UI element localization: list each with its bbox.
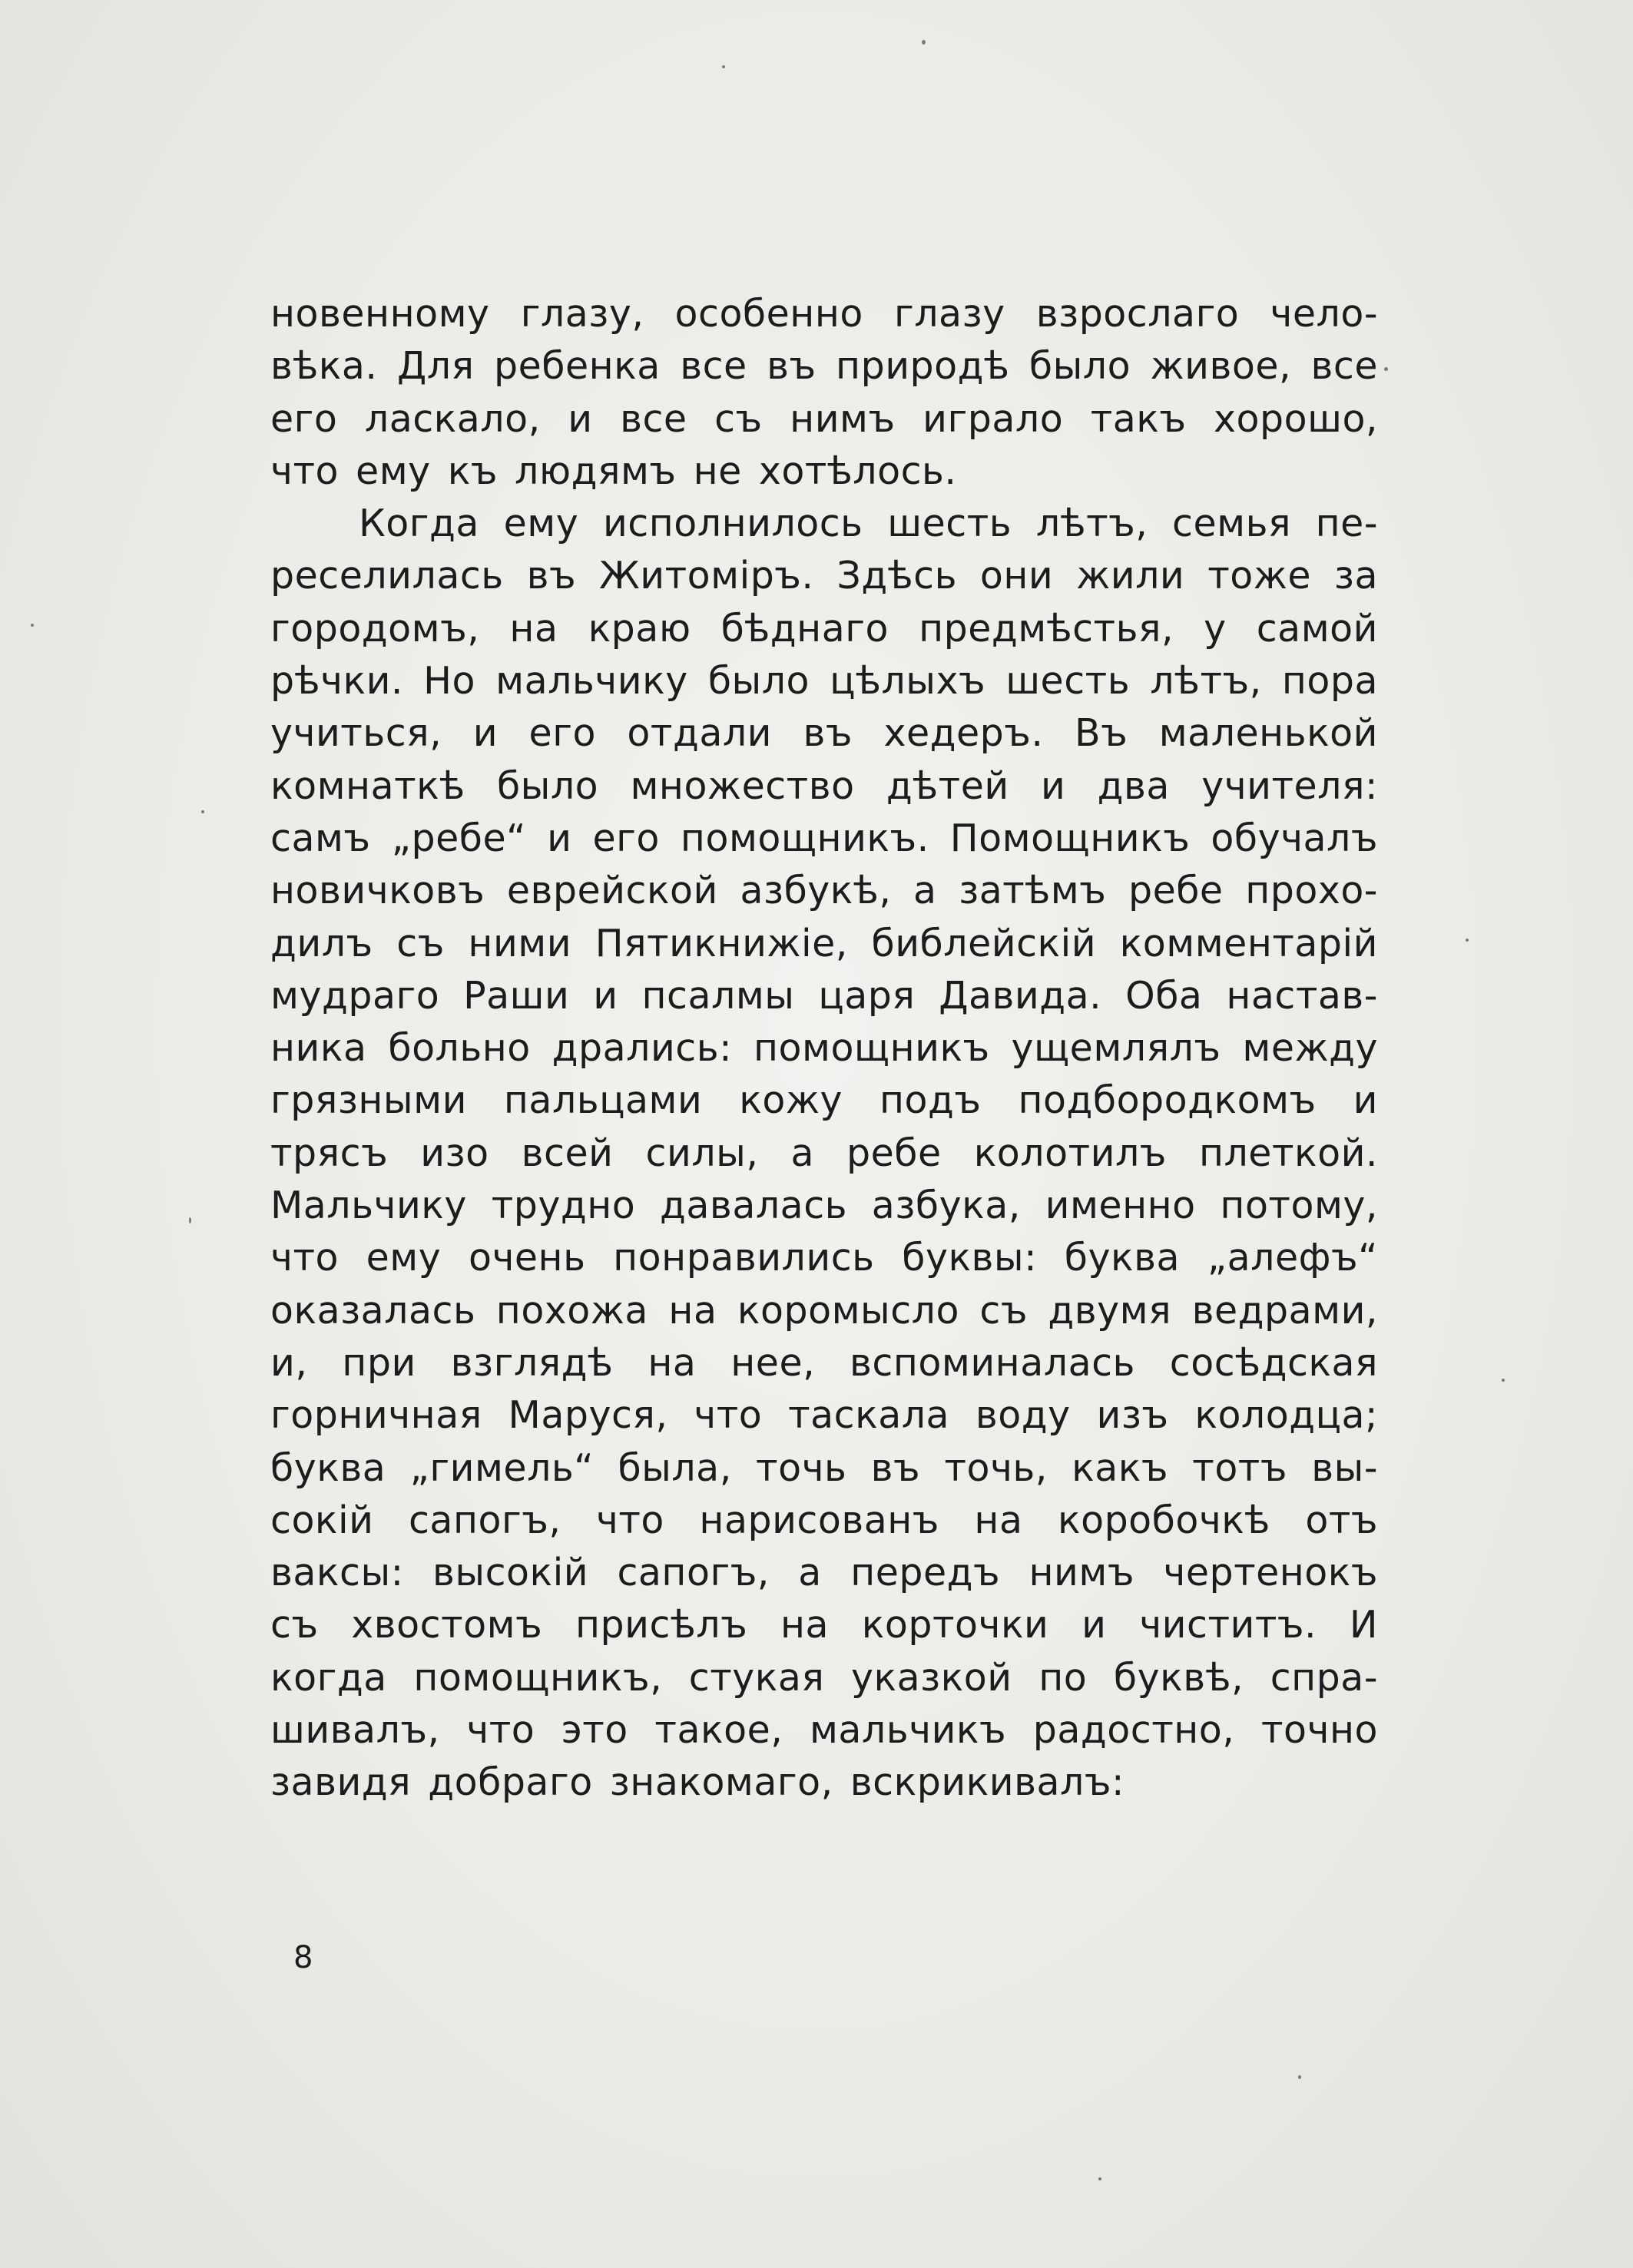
text-line: рѣчки. Но мальчику было цѣлыхъ шесть лѣтъ, пора (270, 659, 1378, 704)
text-line: буква „гимель“ была, точь въ точь, какъ тотъ вы- (270, 1445, 1378, 1490)
text-line: дилъ съ ними Пятикнижіе, библейскій комментарій (270, 921, 1378, 965)
page-number: 8 (293, 1940, 313, 1975)
text-line: его ласкало, и все съ нимъ играло такъ хорошо, (270, 396, 1378, 441)
text-line: и, при взглядѣ на нее, вспоминалась сосѣдская (270, 1340, 1378, 1385)
text-line: оказалась похожа на коромысло съ двумя ведрами, (270, 1288, 1378, 1333)
paper-speck (1466, 939, 1469, 942)
text-line: завидя добраго знакомаго, вскрикивалъ: (270, 1760, 1125, 1805)
paper-speck (189, 1217, 191, 1223)
text-line: ваксы: высокій сапогъ, а передъ нимъ чертенокъ (270, 1551, 1378, 1595)
body-text (270, 288, 1378, 1809)
text-line: вѣка. Для ребенка все въ природѣ было живое, все (270, 344, 1378, 389)
paper-speck (31, 624, 34, 627)
paper-speck (1502, 1379, 1505, 1382)
paper-speck (922, 40, 926, 45)
text-line: новичковъ еврейской азбукѣ, а затѣмъ ребе прохо- (270, 869, 1378, 913)
text-line: мудраго Раши и псалмы царя Давида. Оба настав- (270, 973, 1378, 1018)
text-line: учиться, и его отдали въ хедеръ. Въ маленькой (270, 711, 1378, 756)
text-line: трясъ изо всей силы, а ребе колотилъ плеткой. (270, 1131, 1378, 1175)
text-line: реселилась въ Житоміръ. Здѣсь они жили тоже за (270, 554, 1378, 598)
paper-speck (201, 810, 204, 813)
text-line: что ему къ людямъ не хотѣлось. (270, 449, 957, 493)
text-line: сокій сапогъ, что нарисованъ на коробочкѣ отъ (270, 1498, 1378, 1542)
text-line: комнаткѣ было множество дѣтей и два учителя: (270, 763, 1378, 808)
text-line: ника больно дрались: помощникъ ущемлялъ между (270, 1026, 1378, 1071)
paper-speck (722, 65, 725, 68)
paper-speck (1298, 2075, 1301, 2079)
text-line: что ему очень понравились буквы: буква „алефъ“ (270, 1236, 1378, 1280)
paper-speck (1098, 2177, 1101, 2180)
text-line: грязными пальцами кожу подъ подбородкомъ и (270, 1078, 1378, 1123)
text-line: шивалъ, что это такое, мальчикъ радостно, точно (270, 1708, 1378, 1753)
text-line: Когда ему исполнилось шесть лѣтъ, семья пе- (359, 502, 1378, 546)
text-line: съ хвостомъ присѣлъ на корточки и чиститъ. И (270, 1603, 1378, 1647)
text-line: горничная Маруся, что таскала воду изъ колодца; (270, 1393, 1378, 1438)
text-line: городомъ, на краю бѣднаго предмѣстья, у самой (270, 606, 1378, 651)
text-line: самъ „ребе“ и его помощникъ. Помощникъ обучалъ (270, 816, 1378, 860)
text-line: новенному глазу, особенно глазу взрослаго чело- (270, 292, 1378, 336)
paper-speck (1384, 367, 1388, 371)
text-line: когда помощникъ, стукая указкой по буквѣ, спра- (270, 1655, 1378, 1700)
text-line: Мальчику трудно давалась азбука, именно потому, (270, 1184, 1378, 1228)
